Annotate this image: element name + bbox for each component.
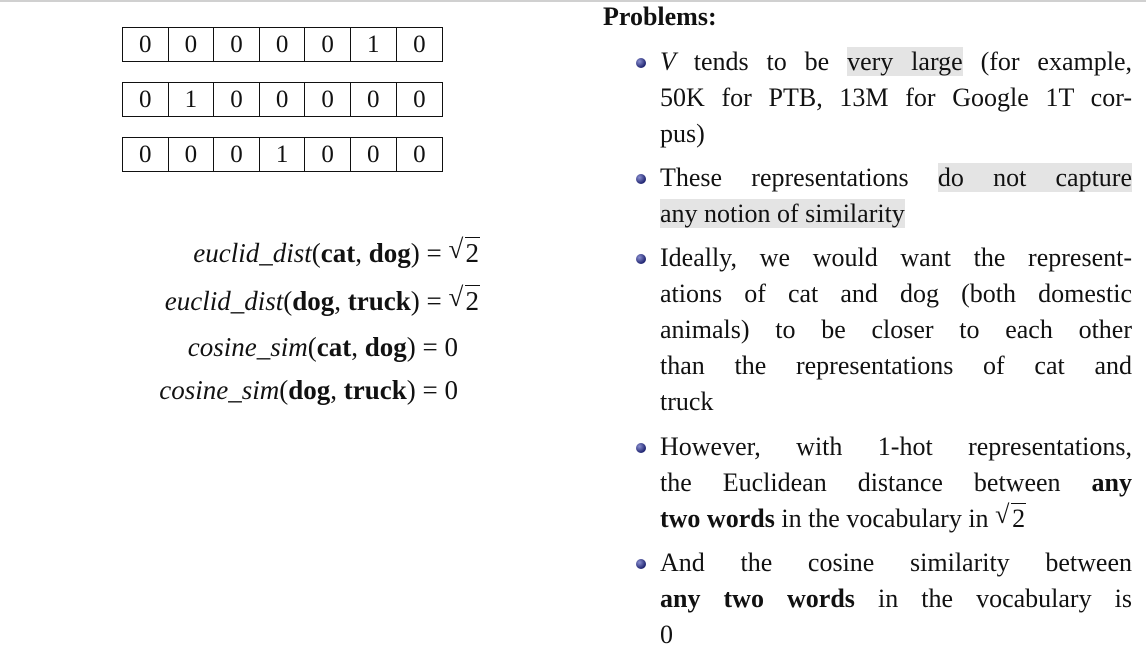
bullet-text: 0	[660, 620, 673, 649]
equation: cosine_sim(cat, dog) = 0	[187, 332, 458, 362]
vector-cell: 0	[123, 28, 169, 61]
problem-bullet-euclidean	[660, 429, 1132, 537]
problem-bullet-cosine	[660, 545, 1132, 653]
vector-cell: 0	[305, 83, 351, 116]
vector-cell: 0	[413, 141, 426, 168]
bullet-text: These representations	[660, 163, 909, 192]
equation-function: euclid_dist	[164, 286, 284, 316]
sqrt-value: 2	[1012, 504, 1026, 533]
problem-bullet-vocab-size	[660, 44, 1132, 152]
bullet-text: in the vocabulary in	[781, 504, 989, 533]
vector-cell: 1	[351, 28, 397, 61]
bullet-text: in the vocabulary is	[877, 584, 1132, 613]
top-rule	[0, 0, 1146, 2]
highlight: any notion of similarity	[660, 199, 905, 228]
sqrt-symbol: √ 2	[448, 234, 479, 268]
vector-cell: 0	[413, 31, 426, 58]
bullet-text: the Euclidean distance between	[660, 468, 1061, 497]
vector-cells	[122, 137, 443, 172]
equation-function: cosine_sim	[159, 375, 280, 405]
equation-arg: dog	[364, 332, 407, 362]
vector-cell: 0	[305, 138, 351, 171]
equation-function: cosine_sim	[187, 332, 308, 362]
vector-cell: 0	[351, 138, 397, 171]
vocab-size-variable: V	[660, 47, 676, 76]
bullet-text: And the cosine similarity between	[660, 548, 1132, 577]
equation-arg: dog	[368, 238, 411, 268]
equation-rhs: 2	[465, 238, 479, 268]
equation: euclid_dist(cat, dog) = √ 2	[193, 234, 479, 268]
vector-cell: 0	[260, 28, 306, 61]
highlight: very large	[847, 47, 963, 76]
vector-cell: 0	[305, 28, 351, 61]
vector-cell: 0	[169, 28, 215, 61]
equation-rhs: 0	[444, 332, 458, 362]
vector-cells	[122, 82, 443, 117]
bullet-text: truck	[660, 387, 714, 416]
bullet-dot-icon	[636, 58, 646, 68]
problem-bullet-ideal	[660, 240, 1132, 420]
bullet-text: 50K for PTB, 13M for Google 1T cor-	[660, 83, 1132, 112]
problems-title: Problems:	[603, 2, 717, 31]
vector-cells	[122, 27, 443, 62]
equation-arg: dog	[288, 375, 331, 405]
bullet-text: than the representations of cat and	[660, 351, 1132, 380]
equation-rhs: 0	[444, 375, 458, 405]
highlight: do not capture	[937, 163, 1132, 192]
vector-cell: 0	[123, 83, 169, 116]
sqrt-symbol: √ 2	[995, 500, 1026, 533]
vector-cell: 0	[214, 83, 260, 116]
equation-arg: cat	[320, 238, 356, 268]
vector-cell: 0	[260, 83, 306, 116]
bullet-dot-icon	[636, 443, 646, 453]
sqrt-symbol: √ 2	[448, 282, 479, 316]
bullet-text: ations of cat and dog (both domestic	[660, 279, 1132, 308]
vector-cell: 1	[260, 138, 306, 171]
vector-cell: 0	[123, 138, 169, 171]
vector-cell: 1	[169, 83, 215, 116]
equation-rhs: 2	[465, 286, 479, 316]
vector-cell: 0	[169, 138, 215, 171]
equation-arg: truck	[347, 286, 411, 316]
bullet-text: animals) to be closer to each other	[660, 315, 1132, 344]
bullet-text: (for example,	[980, 47, 1132, 76]
vector-cell: 0	[351, 83, 397, 116]
bullet-dot-icon	[636, 254, 646, 264]
vector-cell: 0	[214, 28, 260, 61]
bullet-dot-icon	[636, 174, 646, 184]
equation-function: euclid_dist	[193, 238, 312, 268]
problem-bullet-similarity	[660, 160, 1132, 232]
bold-text: any	[1091, 468, 1132, 497]
equation-arg: dog	[292, 286, 335, 316]
equation: euclid_dist(dog, truck) = √ 2	[164, 282, 479, 316]
vector-cell: 0	[214, 138, 260, 171]
bold-text: any two words	[660, 584, 855, 613]
equation: cosine_sim(dog, truck) = 0	[159, 375, 458, 405]
bullet-text: pus)	[660, 119, 705, 148]
bullet-dot-icon	[636, 559, 646, 569]
vector-cell: 0	[413, 86, 426, 113]
bullet-text: However, with 1-hot representations,	[660, 432, 1132, 461]
bullet-text: tends to be	[693, 47, 830, 76]
equation-arg: cat	[316, 332, 352, 362]
bullet-text: Ideally, we would want the represent-	[660, 243, 1132, 272]
equation-arg: truck	[343, 375, 407, 405]
bold-text: two words	[660, 504, 775, 533]
